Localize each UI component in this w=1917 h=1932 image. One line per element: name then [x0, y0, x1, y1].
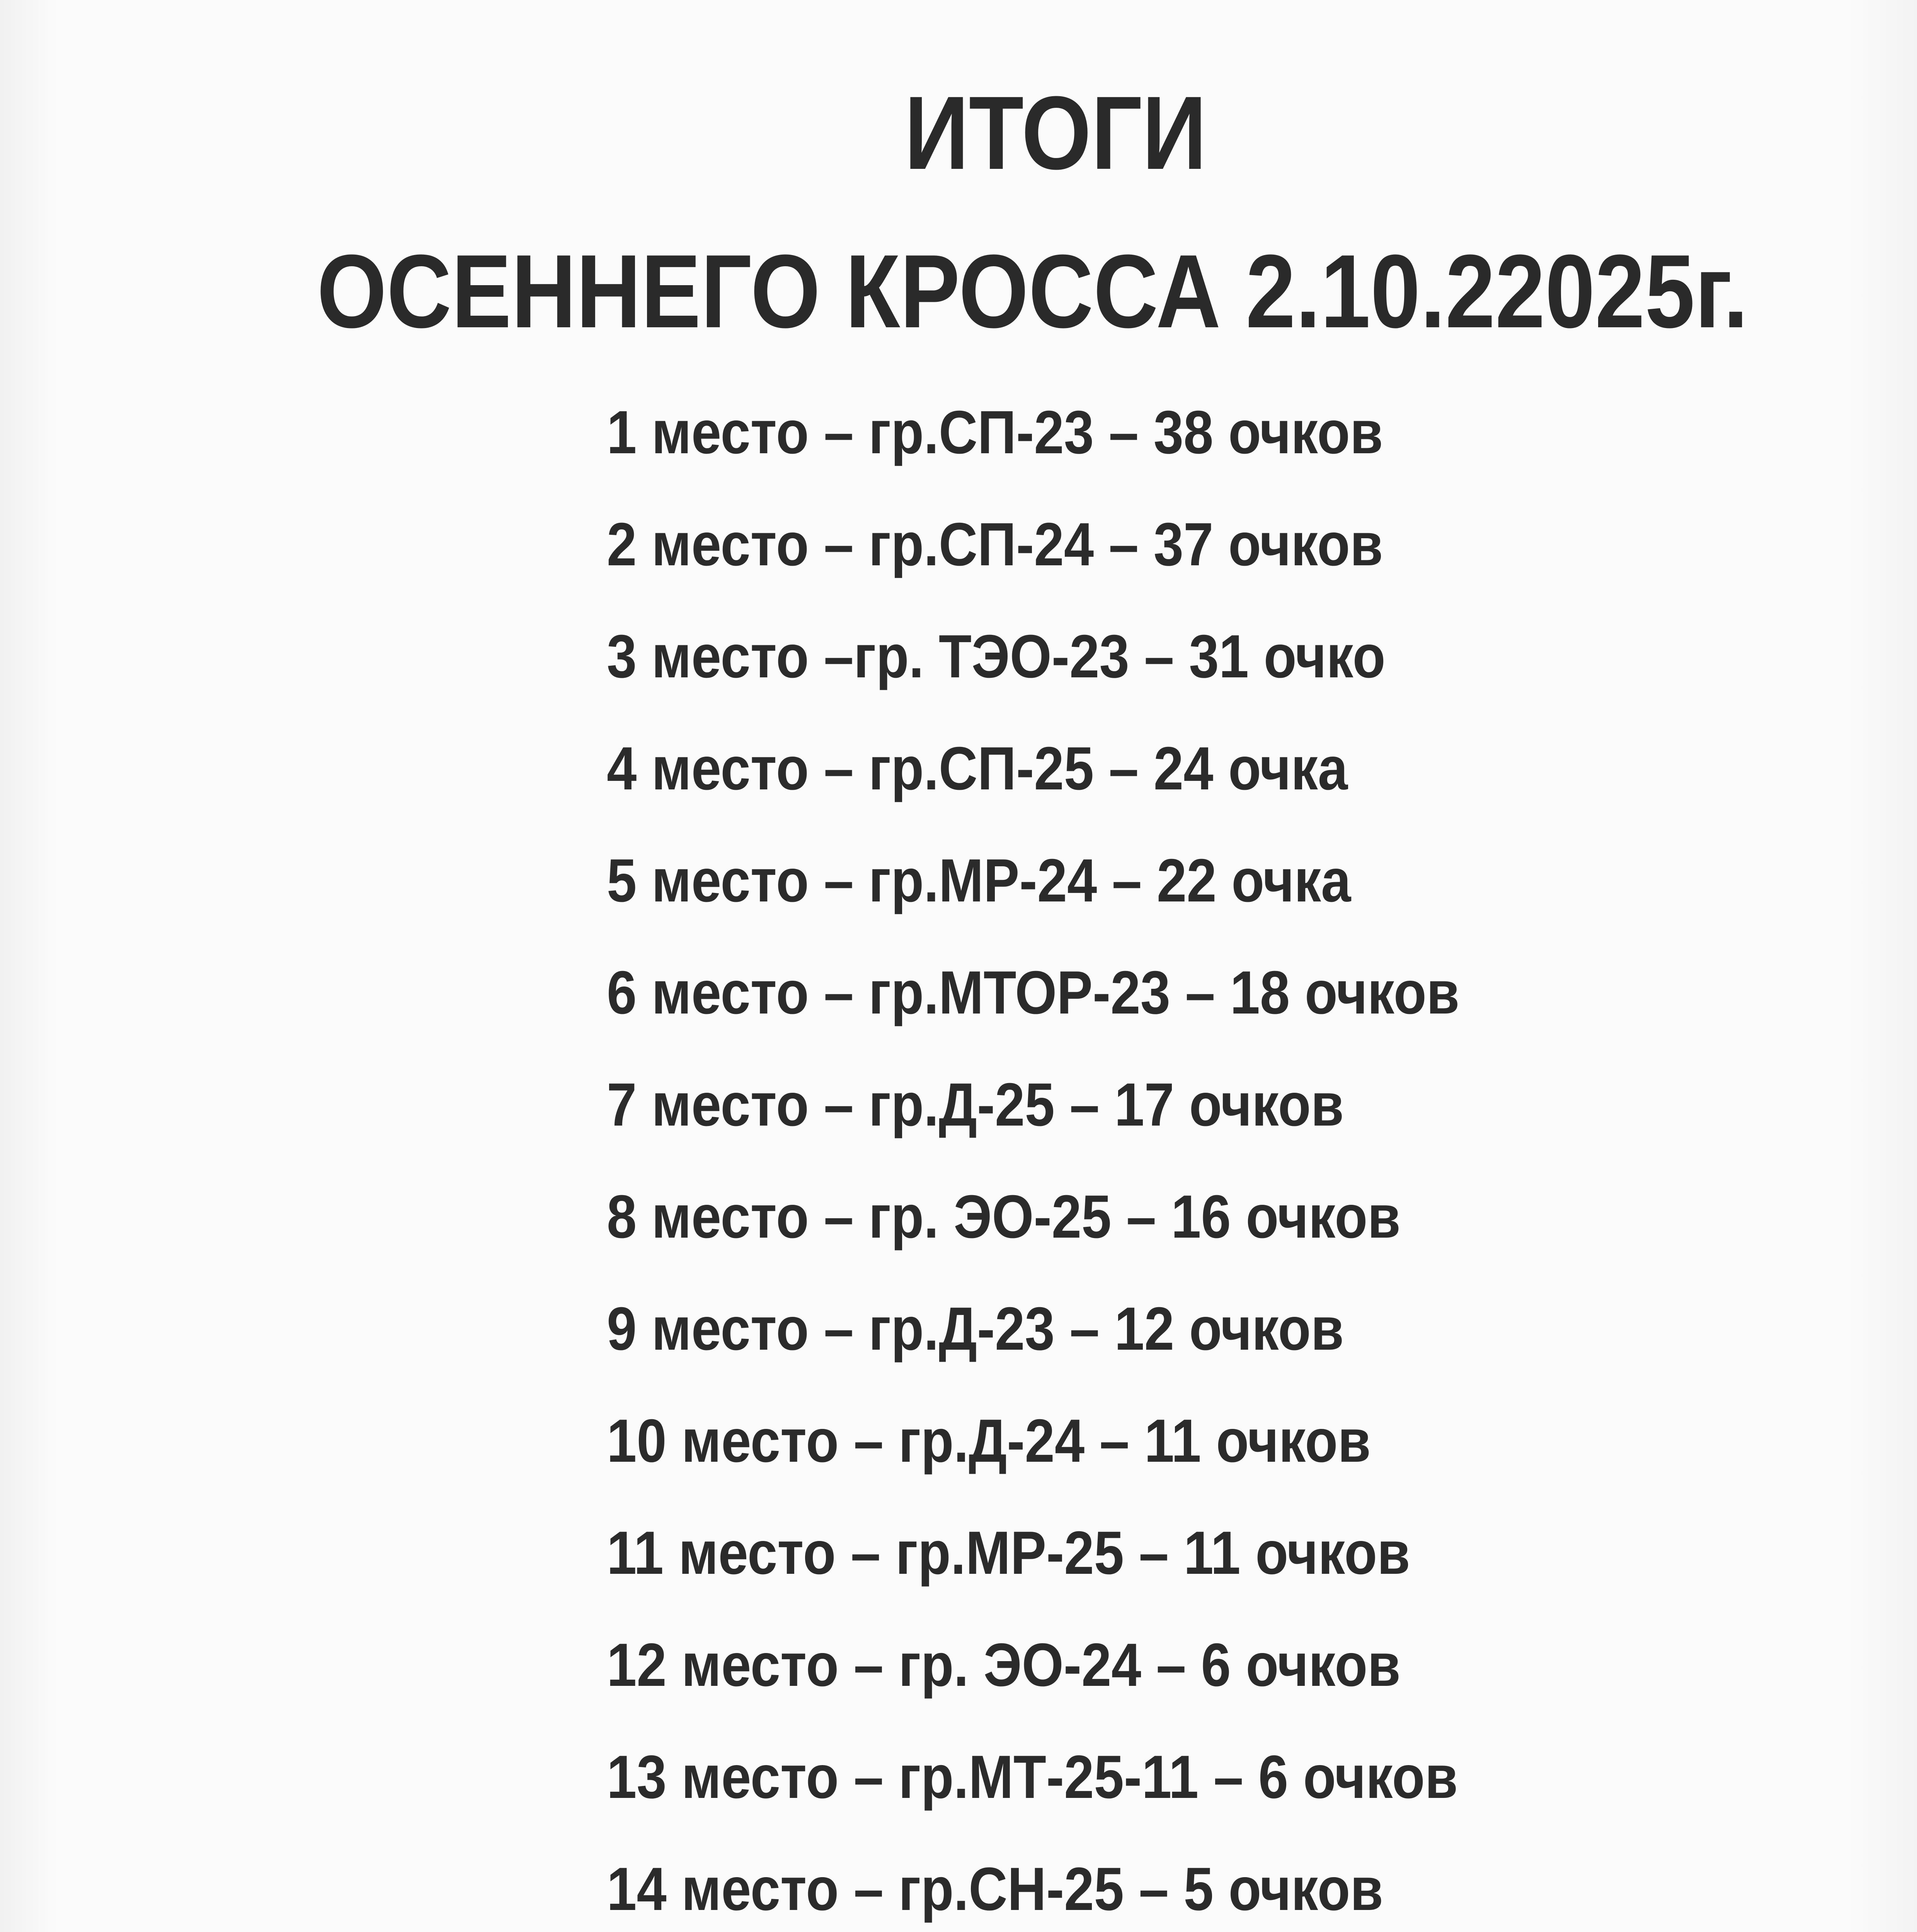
- ranking-item: 12 место – гр. ЭО-24 – 6 очков: [607, 1631, 1401, 1699]
- ranking-item: 13 место – гр.МТ-25-11 – 6 очков: [607, 1743, 1458, 1811]
- ranking-item: 3 место –гр. ТЭО-23 – 31 очко: [607, 622, 1386, 690]
- scan-edge-right: [1847, 0, 1917, 1932]
- ranking-item: 14 место – гр.СН-25 – 5 очков: [607, 1855, 1383, 1923]
- ranking-item: 7 место – гр.Д-25 – 17 очков: [607, 1071, 1344, 1139]
- ranking-item: 8 место – гр. ЭО-25 – 16 очков: [607, 1183, 1401, 1251]
- ranking-item: 10 место – гр.Д-24 – 11 очков: [607, 1407, 1371, 1475]
- document-subtitle: ОСЕННЕГО КРОССА 2.10.22025г.: [317, 233, 1748, 350]
- ranking-item: 4 место – гр.СП-25 – 24 очка: [607, 735, 1348, 803]
- scan-edge-left: [0, 0, 58, 1932]
- ranking-item: 2 место – гр.СП-24 – 37 очков: [607, 510, 1383, 578]
- ranking-item: 1 место – гр.СП-23 – 38 очков: [607, 398, 1383, 466]
- ranking-item: 9 место – гр.Д-23 – 12 очков: [607, 1295, 1344, 1363]
- ranking-item: 5 место – гр.МР-24 – 22 очка: [607, 847, 1351, 915]
- document-title: ИТОГИ: [904, 75, 1207, 191]
- ranking-item: 11 место – гр.МР-25 – 11 очков: [607, 1519, 1410, 1587]
- ranking-item: 6 место – гр.МТОР-23 – 18 очков: [607, 959, 1460, 1027]
- team-ranking-list: [607, 398, 1612, 1932]
